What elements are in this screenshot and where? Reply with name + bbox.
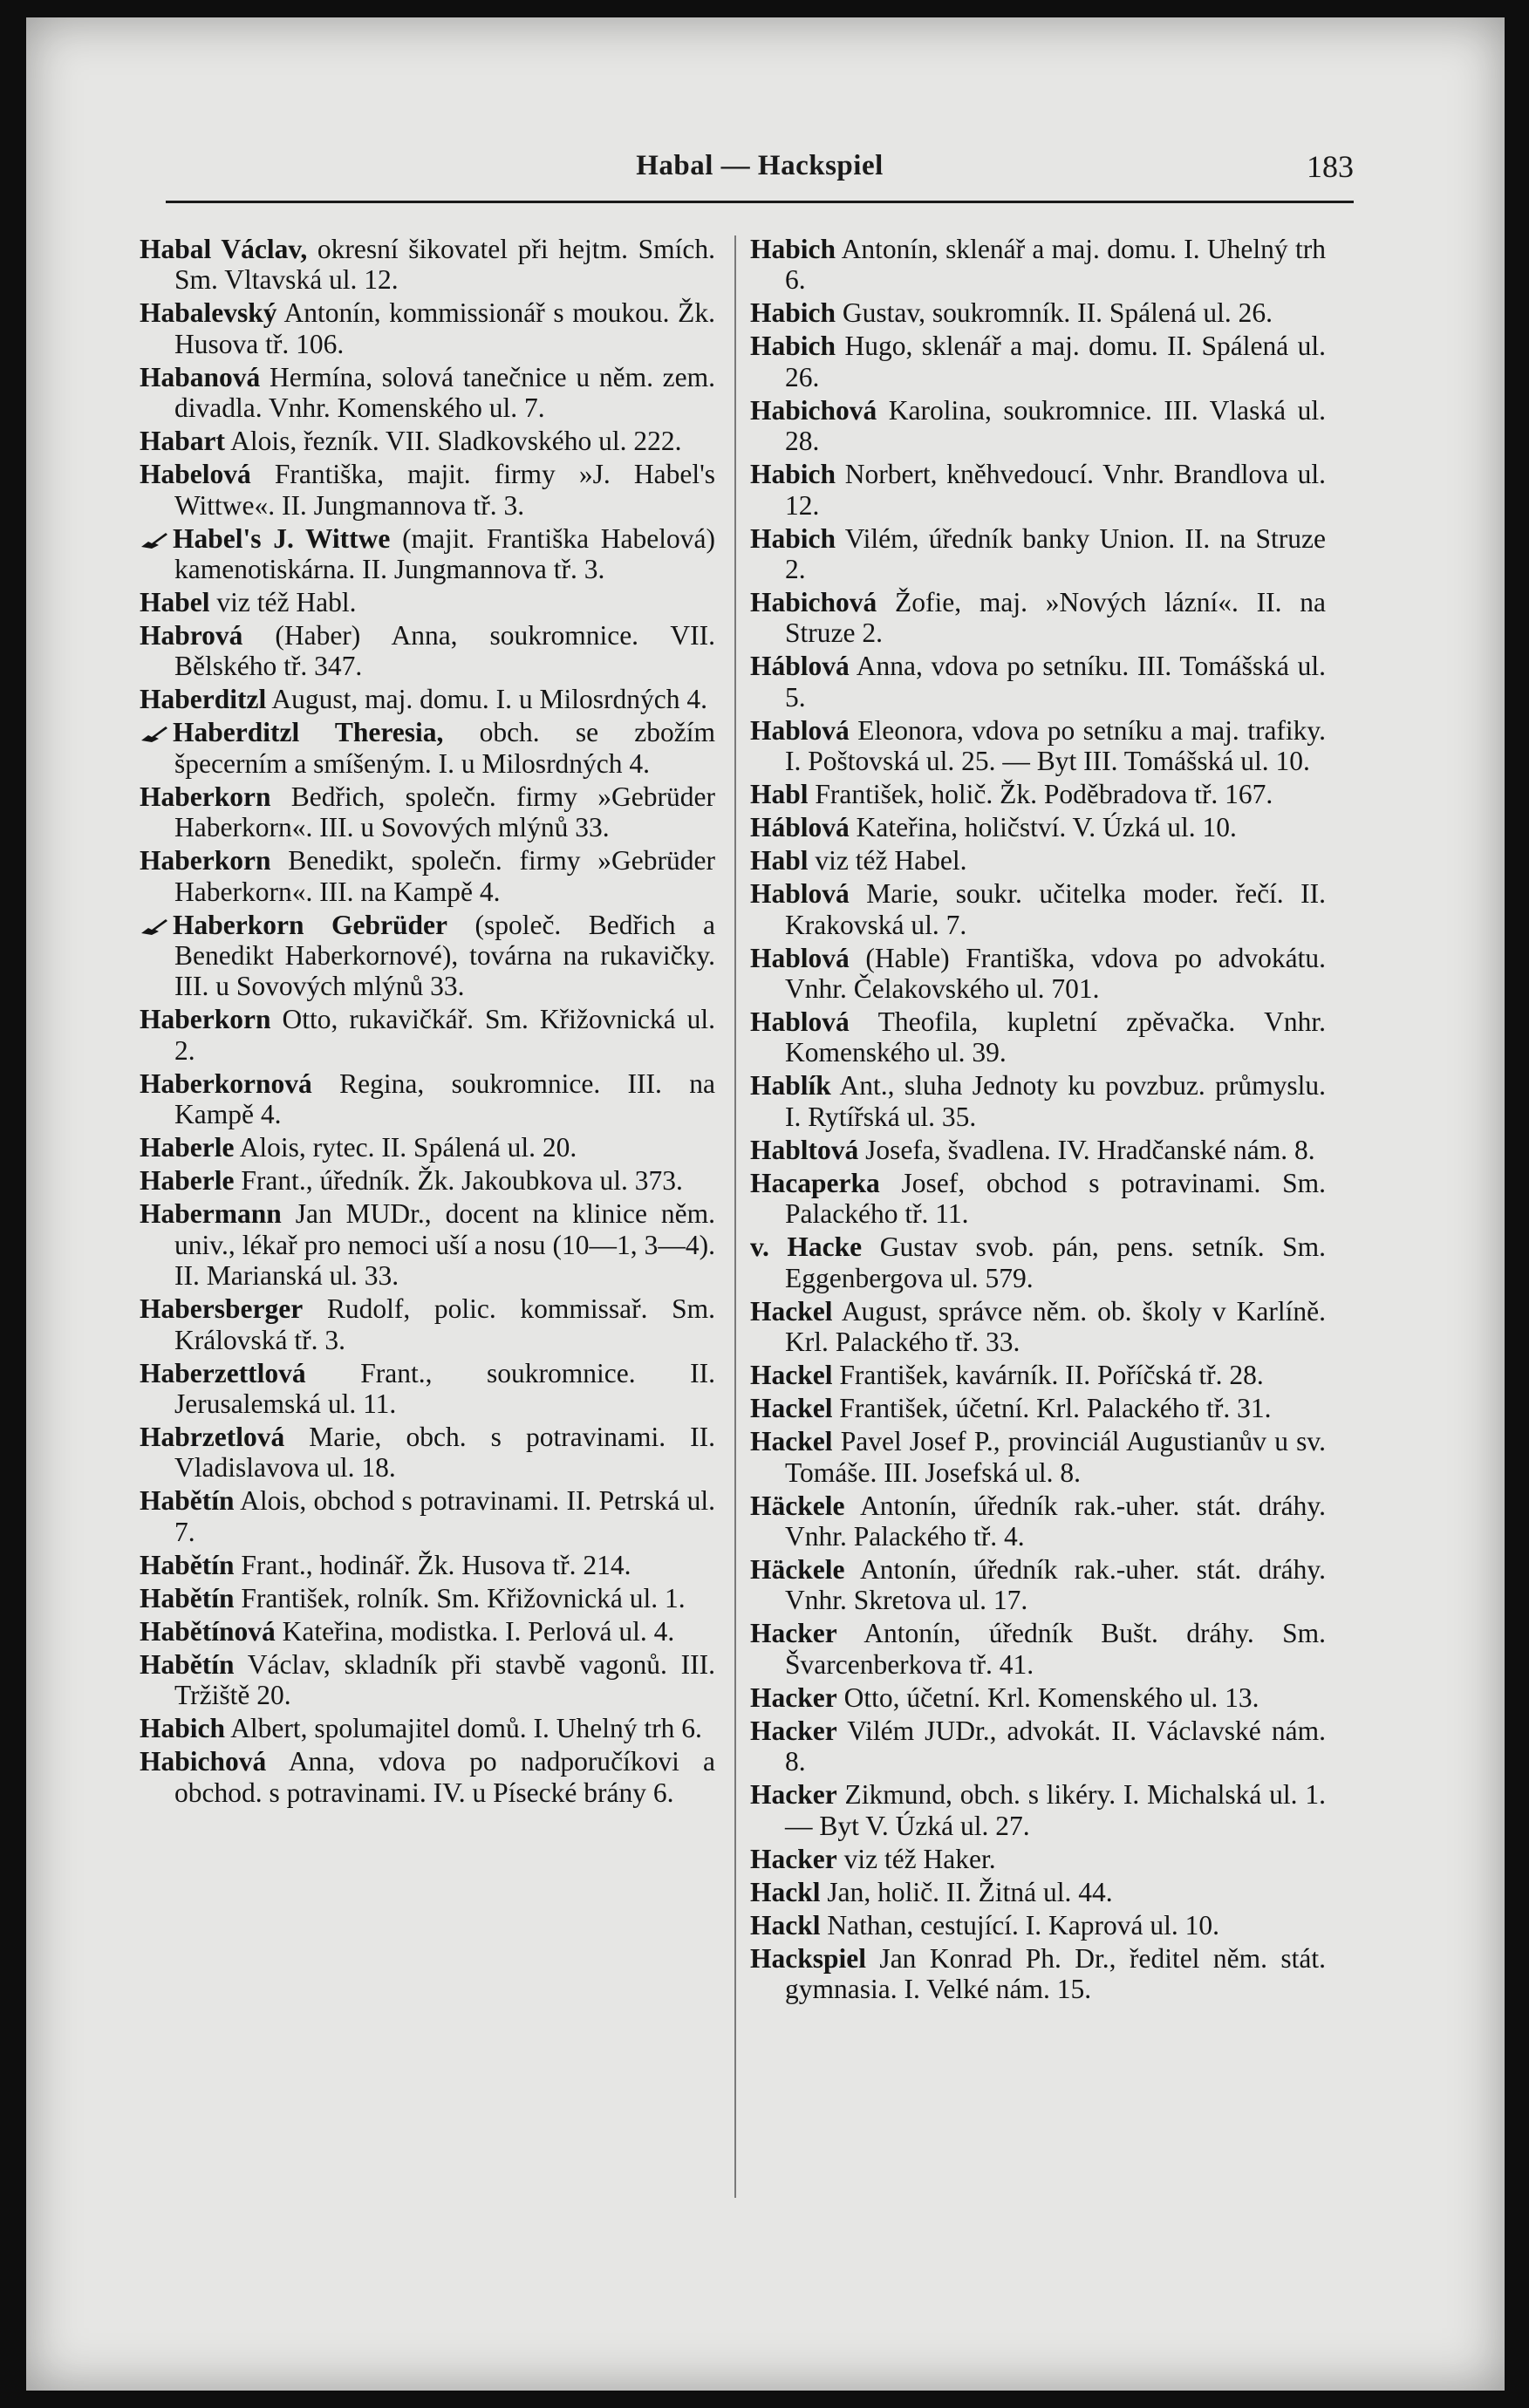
entry-text: Hermína, solová tanečnice u něm. zem. divadla. Vnhr. Komenského ul. 7. (174, 361, 715, 424)
entry-name: Hackl (750, 1876, 821, 1907)
entry-text: Antonín, úředník rak.-uher. stát. dráhy. Vnhr. Palackého tř. 4. (785, 1490, 1326, 1552)
entry-text: Norbert, kněhvedoucí. Vnhr. Brandlova ul. 12. (785, 459, 1326, 521)
directory-entry (140, 1358, 715, 1420)
entry-name: Hackel (750, 1295, 833, 1327)
entry-text: Žofie, maj. »Nových lázní«. II. na Struze 2. (785, 587, 1326, 649)
entry-name: Habanová (140, 361, 261, 392)
entry-text: Ant., sluha Jednoty ku povzbuz. průmyslu. I. Rytířská ul. 35. (785, 1070, 1326, 1132)
entry-name: Hablová (750, 942, 850, 973)
entry-name: Habersberger (140, 1293, 304, 1325)
directory-entry (750, 1844, 1326, 1874)
directory-entry (140, 1004, 715, 1066)
entry-text: Kateřina, holičství. V. Úzká ul. 10. (849, 812, 1237, 843)
entry-text: Antonín, sklenář a maj. domu. I. Uhelný trh 6. (785, 234, 1326, 296)
entry-text: Marie, obch. s potravinami. II. Vladislavova ul. 18. (174, 1421, 715, 1484)
entry-name: Habelová (140, 459, 251, 490)
entry-text: Kateřina, modistka. I. Perlová ul. 4. (275, 1615, 675, 1647)
entry-name: Hackspiel (750, 1942, 867, 1974)
entry-name: Habětín (140, 1648, 235, 1680)
entry-name: Hackel (750, 1393, 833, 1424)
entry-text: Theofila, kupletní zpěvačka. Vnhr. Komenského ul. 39. (785, 1006, 1326, 1068)
directory-entry (750, 1393, 1326, 1423)
entry-name: Haberditzl Theresia, (173, 717, 444, 748)
entry-name: Habltová (750, 1134, 859, 1165)
entry-text: Otto, účetní. Krl. Komenského ul. 13. (836, 1682, 1259, 1713)
entry-text: Jan MUDr., docent na klinice něm. univ., lékař pro nemoci uší a nosu (10—1, 3—4). II. Marianská ul. 33. (174, 1198, 715, 1292)
directory-entry (750, 1070, 1326, 1132)
entry-text: František, účetní. Krl. Palackého tř. 31. (832, 1393, 1272, 1424)
directory-entry (140, 362, 715, 424)
entry-name: Haberkorn (140, 1004, 271, 1035)
directory-entry (140, 1713, 715, 1743)
entry-name: Haberditzl (140, 684, 267, 715)
entry-name: Hacker (750, 1779, 837, 1811)
entry-name: Habichová (750, 587, 877, 618)
entry-name: Habal Václav, (140, 234, 308, 264)
directory-entry (750, 1682, 1326, 1713)
running-title: Habal — Hackspiel (636, 150, 884, 181)
directory-entry (750, 943, 1326, 1005)
entry-name: Habl (750, 845, 809, 877)
entry-text: Antonín, kommissionář s moukou. Žk. Husova tř. 106. (174, 297, 715, 359)
entry-name: Hablová (750, 714, 850, 746)
entry-text: Jan, holič. II. Žitná ul. 44. (820, 1876, 1113, 1907)
entry-name: v. Hacke (750, 1231, 863, 1263)
directory-entry (750, 1910, 1326, 1941)
entry-text: Antonín, úředník rak.-uher. stát. dráhy. Vnhr. Skretova ul. 17. (785, 1553, 1326, 1616)
entry-name: Habl (750, 779, 809, 810)
entry-name: Habel's J. Wittwe (173, 522, 391, 554)
entry-name: Haberkorn (140, 845, 271, 877)
entry-name: Haberkornová (140, 1068, 312, 1099)
entry-text: Josef, obchod s potravinami. Sm. Palackého tř. 11. (785, 1167, 1326, 1230)
entry-text: Nathan, cestující. I. Kaprová ul. 10. (820, 1909, 1220, 1941)
directory-entry (140, 1583, 715, 1613)
directory-entry (750, 395, 1326, 457)
entry-name: Haberle (140, 1132, 235, 1163)
page-header (166, 140, 1354, 201)
directory-entry (140, 523, 715, 585)
directory-entry (140, 1649, 715, 1711)
directory-entry (140, 1550, 715, 1580)
directory-entry (140, 587, 715, 617)
entry-name: Hacker (750, 1843, 837, 1874)
entry-text: Frant., hodinář. Žk. Husova tř. 214. (234, 1549, 631, 1580)
directory-entry (140, 781, 715, 843)
directory-entry (750, 1135, 1326, 1165)
entry-name: Hackel (750, 1360, 833, 1391)
entry-text: Hugo, sklenář a maj. domu. II. Spálená ul. 26. (785, 331, 1326, 392)
entry-name: Habichová (140, 1746, 267, 1777)
directory-entry (750, 1491, 1326, 1552)
entry-name: Haberzettlová (140, 1357, 306, 1388)
entry-text: viz též Habl. (209, 587, 357, 618)
directory-entry (140, 1746, 715, 1808)
entry-name: Habětín (140, 1485, 235, 1517)
entry-text: Václav, skladník při stavbě vagonů. III. Tržiště 20. (174, 1648, 715, 1711)
entry-text: Františka, majit. firmy »J. Habel's Wittwe«. II. Jungmannova tř. 3. (174, 459, 715, 521)
entry-name: Hacker (750, 1618, 837, 1649)
entry-name: Hackel (750, 1426, 833, 1457)
entry-name: Habich (140, 1713, 226, 1744)
entry-text: Regina, soukromnice. III. na Kampě 4. (174, 1068, 715, 1130)
entry-name: Habel (140, 587, 210, 618)
entry-name: Háblová (750, 651, 850, 682)
entry-text: Alois, rytec. II. Spálená ul. 20. (234, 1132, 577, 1163)
directory-entry (140, 1165, 715, 1196)
directory-entry (750, 1943, 1326, 2005)
entry-name: Habich (750, 297, 836, 329)
directory-entry (140, 1068, 715, 1130)
entry-text: (společ. Bedřich a Benedikt Haberkornové), továrna na rukavičky. III. u Sovových mlýnů 33. (174, 909, 715, 1002)
entry-name: Habětín (140, 1549, 235, 1580)
directory-entry (750, 1716, 1326, 1777)
left-column (140, 234, 715, 1811)
entry-text: Alois, řezník. VII. Sladkovského ul. 222. (225, 426, 682, 457)
entry-name: Habich (750, 522, 836, 554)
entry-text: Marie, soukr. učitelka moder. řečí. II. Krakovská ul. 7. (785, 878, 1326, 940)
directory-entry (750, 1779, 1326, 1841)
entry-text: Karolina, soukromnice. III. Vlaská ul. 28. (785, 394, 1326, 457)
directory-entry (140, 620, 715, 682)
entry-name: Habětín (140, 1582, 235, 1613)
entry-text: Alois, obchod s potravinami. II. Petrská ul. 7. (174, 1485, 715, 1547)
entry-text: Bedřich, společn. firmy »Gebrüder Haberkorn«. III. u Sovových mlýnů 33. (174, 781, 715, 843)
directory-entry (750, 878, 1326, 940)
entry-text: Gustav svob. pán, pens. setník. Sm. Eggenbergova ul. 579. (785, 1231, 1327, 1293)
entry-name: Haberle (140, 1165, 235, 1197)
entry-text: Frant., úředník. Žk. Jakoubkova ul. 373. (234, 1165, 683, 1197)
header-rule (166, 201, 1354, 203)
directory-entry (750, 1426, 1326, 1488)
directory-entry (750, 1554, 1326, 1616)
entry-text: August, maj. domu. I. u Milosrdných 4. (266, 684, 707, 715)
entry-name: Habart (140, 426, 225, 457)
entry-text: Vilém, úředník banky Union. II. na Struze 2. (785, 522, 1326, 585)
directory-entry (140, 234, 715, 296)
entry-name: Hacker (750, 1715, 837, 1746)
column-divider (734, 235, 736, 2198)
directory-entry (750, 297, 1326, 328)
entry-text: Zikmund, obch. s likéry. I. Michalská ul. 1. — Byt V. Úzká ul. 27. (785, 1779, 1326, 1841)
entry-text: August, správce něm. ob. školy v Karlíně. Krl. Palackého tř. 33. (785, 1295, 1326, 1358)
entry-text: Jan Konrad Ph. Dr., ředitel něm. stát. gymnasia. I. Velké nám. 15. (785, 1942, 1326, 2004)
entry-text: viz též Haker. (836, 1843, 996, 1874)
directory-entry (750, 234, 1326, 296)
entry-name: Habich (750, 234, 836, 264)
right-column (750, 234, 1326, 2007)
entry-name: Hablová (750, 1006, 850, 1038)
entry-text: Albert, spolumajitel domů. I. Uhelný trh 6. (225, 1713, 702, 1744)
entry-text: František, holič. Žk. Poděbradova tř. 167. (808, 779, 1273, 810)
entry-name: Háblová (750, 812, 850, 843)
pointing-hand-icon (140, 916, 169, 937)
entry-text: Rudolf, polic. kommissař. Sm. Královská tř. 3. (174, 1293, 715, 1355)
directory-entry (750, 1618, 1326, 1680)
directory-entry (140, 1422, 715, 1484)
directory-entry (140, 1485, 715, 1547)
directory-entry (750, 812, 1326, 842)
entry-text: obch. se zbožím špecerním a smíšeným. I. u Milosrdných 4. (174, 717, 716, 779)
directory-entry (140, 1293, 715, 1355)
entry-text: (Haber) Anna, soukromnice. VII. Bělského tř. 347. (174, 620, 715, 682)
entry-name: Habrová (140, 620, 243, 651)
entry-text: Antonín, úředník Bušt. dráhy. Sm. Švarcenberkova tř. 41. (785, 1618, 1326, 1680)
pointing-hand-icon (140, 529, 169, 550)
entry-text: František, kavárník. II. Poříčská tř. 28. (832, 1360, 1264, 1391)
entry-text: Josefa, švadlena. IV. Hradčanské nám. 8. (858, 1134, 1315, 1165)
directory-entry (750, 523, 1326, 585)
directory-entry (750, 1877, 1326, 1907)
entry-name: Hacker (750, 1682, 837, 1713)
entry-text: Vilém JUDr., advokát. II. Václavské nám. 8. (785, 1715, 1326, 1777)
entry-name: Haberkorn (140, 781, 271, 812)
directory-entry (140, 426, 715, 456)
directory-entry (750, 459, 1326, 521)
entry-name: Habich (750, 459, 836, 490)
entry-name: Habětínová (140, 1615, 276, 1647)
directory-entry (750, 1296, 1326, 1358)
entry-name: Hablová (750, 878, 850, 910)
entry-name: Habrzetlová (140, 1421, 285, 1452)
entry-text: Pavel Josef P., provinciál Augustianův u sv. Tomáše. III. Josefská ul. 8. (785, 1426, 1326, 1488)
directory-entry (140, 684, 715, 714)
entry-name: Hacaperka (750, 1167, 880, 1198)
entry-text: Gustav, soukromník. II. Spálená ul. 26. (836, 297, 1273, 329)
entry-text: Anna, vdova po setníku. III. Tomášská ul. 5. (785, 651, 1326, 713)
directory-entry (750, 587, 1326, 649)
directory-entry (750, 331, 1326, 392)
directory-entry (140, 1616, 715, 1647)
directory-entry (750, 779, 1326, 809)
directory-entry (750, 651, 1326, 713)
entry-text: (majit. Františka Habelová) kamenotiskárna. II. Jungmannova tř. 3. (174, 522, 715, 585)
entry-text: okresní šikovatel při hejtm. Smích. Sm. Vltavská ul. 12. (174, 234, 715, 296)
directory-entry (140, 1198, 715, 1291)
entry-name: Häckele (750, 1553, 845, 1585)
directory-entry (140, 845, 715, 907)
directory-entry (750, 715, 1326, 777)
directory-entry (750, 845, 1326, 876)
entry-name: Haberkorn Gebrüder (173, 909, 447, 940)
entry-text: Eleonora, vdova po setníku a maj. trafiky. I. Poštovská ul. 25. — Byt III. Tomášská ul. 10. (785, 714, 1326, 777)
directory-entry (750, 1231, 1326, 1293)
directory-entry (750, 1360, 1326, 1390)
directory-entry (140, 297, 715, 359)
entry-name: Hackl (750, 1909, 821, 1941)
directory-entry (750, 1168, 1326, 1230)
directory-entry (140, 459, 715, 521)
entry-name: Habalevský (140, 297, 277, 329)
entry-text: Benedikt, společn. firmy »Gebrüder Haberkorn«. III. na Kampě 4. (174, 845, 715, 907)
entry-text: Otto, rukavičkář. Sm. Křižovnická ul. 2. (174, 1004, 715, 1066)
entry-name: Habich (750, 331, 836, 362)
directory-entry (140, 717, 715, 779)
directory-entry (140, 1132, 715, 1163)
entry-name: Hablík (750, 1070, 831, 1102)
page-number: 183 (1307, 149, 1354, 184)
entry-text: (Hable) Františka, vdova po advokátu. Vnhr. Čelakovského ul. 701. (785, 942, 1326, 1005)
entry-text: viz též Habel. (808, 845, 967, 877)
entry-text: Anna, vdova po nadporučíkovi a obchod. s potravinami. IV. u Písecké brány 6. (174, 1746, 715, 1808)
directory-entry (140, 910, 715, 1002)
entry-text: Frant., soukromnice. II. Jerusalemská ul. 11. (174, 1357, 715, 1419)
entry-text: František, rolník. Sm. Křižovnická ul. 1. (234, 1582, 686, 1613)
pointing-hand-icon (140, 723, 169, 744)
entry-name: Habichová (750, 394, 877, 426)
entry-name: Häckele (750, 1490, 845, 1521)
directory-entry (750, 1006, 1326, 1068)
entry-name: Habermann (140, 1198, 282, 1230)
